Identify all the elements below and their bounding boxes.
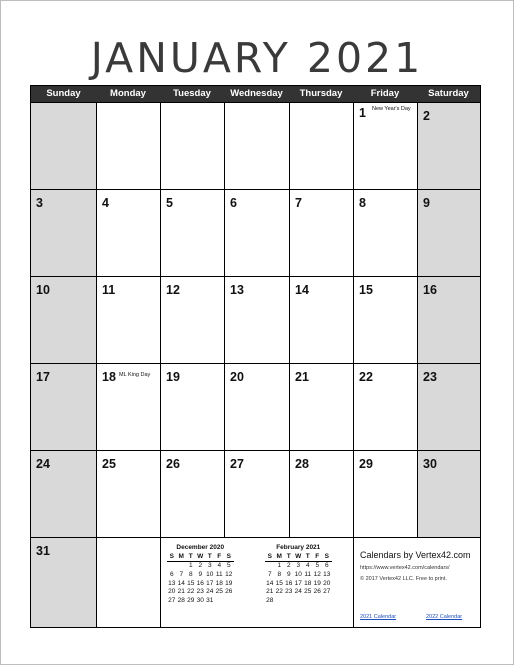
mini-day: 3: [207, 562, 212, 570]
mini-day: 25: [304, 588, 312, 596]
day-number: 21: [295, 370, 309, 384]
day-cell: [96, 190, 160, 276]
day-cell: [289, 451, 353, 537]
mini-day: 13: [168, 579, 176, 587]
mini-day: 26: [225, 588, 233, 596]
link-2022-calendar[interactable]: 2022 Calendar: [426, 614, 463, 620]
day-number: 10: [36, 283, 50, 297]
mini-day-header: F: [313, 552, 323, 561]
mini-day: 8: [188, 570, 193, 578]
day-number: 1: [359, 106, 366, 120]
day-cell: [353, 103, 417, 189]
day-number: 12: [166, 283, 180, 297]
mini-day: 19: [313, 579, 321, 587]
mini-day: 8: [277, 570, 282, 578]
day-cell: [353, 190, 417, 276]
mini-day: 5: [315, 562, 320, 570]
mini-day: [275, 596, 285, 605]
day-cell: [224, 277, 289, 363]
mini-day-header: S: [322, 552, 332, 561]
mini-day: 12: [313, 570, 321, 578]
day-number: 18: [102, 370, 116, 384]
day-number: 20: [230, 370, 244, 384]
mini-day-header: M: [275, 552, 285, 561]
mini-day: 4: [217, 562, 222, 570]
day-cell: [289, 103, 353, 189]
mini-day-header: M: [177, 552, 187, 561]
page-title: JANUARY 2021: [90, 34, 424, 82]
mini-day: 28: [177, 596, 185, 604]
mini-day: 18: [304, 579, 312, 587]
weekday-tuesday: Tuesday: [173, 88, 211, 99]
mini-day: 6: [169, 570, 174, 578]
day-cell: [417, 103, 480, 189]
mini-day: 14: [177, 579, 185, 587]
mini-day: 6: [324, 562, 329, 570]
day-cell: [31, 538, 96, 627]
week-row: [31, 102, 480, 189]
mini-day: [303, 596, 313, 605]
mini-day: 16: [196, 579, 204, 587]
day-number: 7: [295, 196, 302, 210]
mini-day: 1: [188, 562, 193, 570]
mini-day: 22: [187, 588, 195, 596]
mini-day-header: W: [295, 552, 302, 560]
day-number: 6: [230, 196, 237, 210]
mini-day: 28: [266, 596, 274, 604]
mini-day: 27: [168, 596, 176, 604]
day-cell: [96, 538, 160, 627]
holiday-label: New Year's Day: [372, 106, 411, 112]
mini-day: 30: [196, 596, 204, 604]
mini-day: 11: [215, 570, 223, 578]
mini-calendar-february: [265, 544, 332, 605]
week-row: [31, 276, 480, 363]
mini-calendar-table: [167, 552, 234, 605]
mini-day-header: T: [205, 552, 215, 561]
mini-day-header: F: [215, 552, 225, 561]
day-cell: [96, 103, 160, 189]
credit-title: Calendars by Vertex42.com: [360, 550, 471, 560]
day-number: 22: [359, 370, 373, 384]
mini-calendars-area: [160, 538, 353, 627]
link-2021-calendar[interactable]: 2021 Calendar: [360, 614, 397, 620]
mini-day-header: T: [186, 552, 196, 561]
day-cell: [160, 277, 224, 363]
day-cell: [160, 103, 224, 189]
day-number: 28: [295, 457, 309, 471]
mini-day: 20: [168, 588, 176, 596]
mini-day: 4: [305, 562, 310, 570]
holiday-label: ML King Day: [119, 372, 151, 378]
weekday-friday: Friday: [370, 88, 400, 99]
day-number: 11: [102, 283, 116, 297]
weekday-wednesday: Wednesday: [230, 88, 283, 99]
day-cell: [353, 277, 417, 363]
day-number: 3: [36, 196, 43, 210]
mini-day: 14: [266, 579, 274, 587]
weekday-saturday: Saturday: [428, 88, 469, 99]
mini-day: 22: [275, 588, 283, 596]
weekday-thursday: Thursday: [299, 88, 343, 99]
day-cell: [289, 190, 353, 276]
day-cell: [96, 451, 160, 537]
mini-calendar-title: December 2020: [176, 544, 225, 551]
mini-day-header: T: [303, 552, 313, 561]
mini-day: [215, 596, 225, 605]
mini-day: 23: [285, 588, 293, 596]
day-number: 5: [166, 196, 173, 210]
day-number: 29: [359, 457, 373, 471]
mini-day: [313, 596, 323, 605]
mini-day: 15: [275, 579, 283, 587]
mini-day: [177, 561, 187, 570]
day-cell: [224, 364, 289, 450]
day-cell: [31, 364, 96, 450]
mini-day: 23: [196, 588, 204, 596]
mini-day-header: S: [265, 552, 275, 561]
mini-day-header: W: [197, 552, 204, 560]
day-number: 14: [295, 283, 309, 297]
week-row: [31, 189, 480, 276]
mini-day: 1: [277, 562, 282, 570]
day-cell: [31, 190, 96, 276]
mini-day: 2: [286, 562, 291, 570]
mini-day: 16: [285, 579, 293, 587]
day-number: 15: [359, 283, 373, 297]
mini-day: [224, 596, 234, 605]
week-row: [31, 363, 480, 450]
mini-day: 15: [187, 579, 195, 587]
day-number: 13: [230, 283, 244, 297]
day-cell: [31, 451, 96, 537]
mini-day: 17: [206, 579, 214, 587]
day-cell: [417, 451, 480, 537]
mini-day-header: T: [284, 552, 294, 561]
mini-day: 20: [323, 579, 331, 587]
mini-calendar-december: [167, 544, 234, 605]
day-number: 31: [36, 544, 50, 558]
day-cell: [417, 190, 480, 276]
mini-day: 17: [294, 579, 302, 587]
day-cell: [96, 364, 160, 450]
weekday-monday: Monday: [110, 88, 146, 99]
mini-day: 24: [206, 588, 214, 596]
mini-day: 2: [198, 562, 203, 570]
mini-day: 21: [266, 588, 274, 596]
day-number: 4: [102, 196, 109, 210]
day-cell: [160, 190, 224, 276]
mini-day-header: S: [224, 552, 234, 561]
mini-day: [322, 596, 332, 605]
day-cell: [417, 277, 480, 363]
mini-day: 10: [206, 570, 214, 578]
mini-day: 31: [206, 596, 214, 604]
mini-day: [284, 596, 294, 605]
mini-day-header: S: [167, 552, 177, 561]
mini-day: 27: [323, 588, 331, 596]
day-number: 19: [166, 370, 180, 384]
day-cell: [31, 103, 96, 189]
day-number: 23: [423, 370, 437, 384]
mini-calendar-title: February 2021: [276, 544, 321, 551]
mini-day: 9: [286, 570, 291, 578]
day-number: 24: [36, 457, 50, 471]
mini-day: 7: [267, 570, 272, 578]
day-cell: [289, 364, 353, 450]
day-number: 2: [423, 109, 430, 123]
day-cell: [289, 277, 353, 363]
mini-day: 18: [215, 579, 223, 587]
mini-day: 3: [296, 562, 301, 570]
weekday-sunday: Sunday: [46, 88, 81, 99]
day-cell: [353, 364, 417, 450]
credit-url: https://www.vertex42.com/calendars/: [360, 565, 450, 571]
mini-day: 29: [187, 596, 195, 604]
mini-day: 12: [225, 570, 233, 578]
day-number: 9: [423, 196, 430, 210]
day-number: 26: [166, 457, 180, 471]
mini-day: [294, 596, 304, 605]
mini-day: 25: [215, 588, 223, 596]
day-number: 16: [423, 283, 437, 297]
day-cell: [417, 364, 480, 450]
mini-day: 21: [177, 588, 185, 596]
day-number: 25: [102, 457, 116, 471]
week-row: [31, 537, 480, 627]
mini-day: 19: [225, 579, 233, 587]
day-cell: [224, 190, 289, 276]
mini-day: [167, 561, 177, 570]
day-number: 27: [230, 457, 244, 471]
day-number: 8: [359, 196, 366, 210]
credit-copyright: © 2017 Vertex42 LLC. Free to print.: [360, 576, 447, 582]
day-cell: [31, 277, 96, 363]
day-cell: [96, 277, 160, 363]
mini-day: 10: [294, 570, 302, 578]
mini-day: [265, 561, 275, 570]
mini-day: 5: [226, 562, 231, 570]
mini-day: 26: [313, 588, 321, 596]
credit-area: [353, 538, 480, 627]
mini-day: 9: [198, 570, 203, 578]
week-row: [31, 450, 480, 537]
day-cell: [224, 451, 289, 537]
mini-calendar-table: [265, 552, 332, 605]
mini-day: 13: [323, 570, 331, 578]
calendar-grid: [30, 85, 481, 628]
mini-day: 11: [304, 570, 312, 578]
day-cell: [160, 451, 224, 537]
day-number: 30: [423, 457, 437, 471]
day-cell: [160, 364, 224, 450]
mini-day: 24: [294, 588, 302, 596]
mini-day: 7: [179, 570, 184, 578]
weekday-header: [31, 86, 480, 102]
day-cell: [353, 451, 417, 537]
day-cell: [224, 103, 289, 189]
day-number: 17: [36, 370, 50, 384]
